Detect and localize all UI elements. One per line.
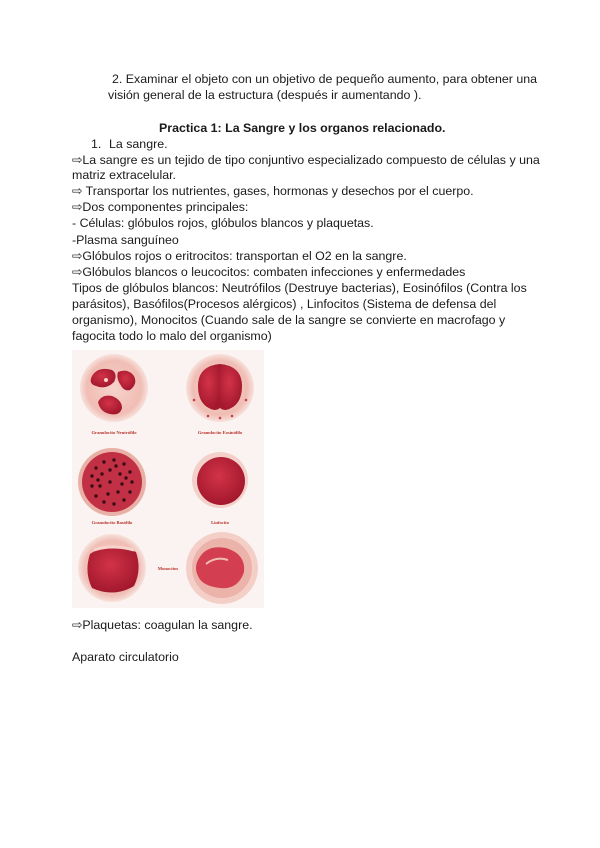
body-line: ⇨Dos componentes principales: xyxy=(72,200,249,214)
monocyte-cell-icon xyxy=(186,532,258,604)
body-line: matriz extracelular. xyxy=(72,168,176,182)
eosinophil-cell-icon xyxy=(186,354,254,422)
body-line: -Plasma sanguíneo xyxy=(72,233,179,247)
body-line: organismo), Monocitos (Cuando sale de la sangre se convierte en macrofago y xyxy=(72,313,506,327)
list-item-number: 1. xyxy=(91,137,102,151)
body-line: ⇨La sangre es un tejido de tipo conjuntivo especializado compuesto de células y una xyxy=(72,153,540,167)
basophil-cell-icon xyxy=(78,448,146,516)
neutrophil-cell-icon xyxy=(80,354,148,422)
monocyte-label: Monocitos xyxy=(157,566,179,571)
lymphocyte-cell-icon xyxy=(192,452,248,508)
body-line: - Células: glóbulos rojos, glóbulos blancos y plaquetas. xyxy=(72,216,374,230)
basophil-label: Granulocito Basófilo xyxy=(91,520,133,525)
body-line: ⇨Glóbulos rojos o eritrocitos: transportan el O2 en la sangre. xyxy=(72,249,407,263)
list-item-text: La sangre. xyxy=(109,137,168,151)
section-title: Practica 1: La Sangre y los organos relacionado. xyxy=(159,121,446,135)
body-line: fagocita todo lo malo del organismo) xyxy=(72,329,272,343)
monocyte-cell-icon xyxy=(78,534,146,602)
neutrophil-label: Granulocito Neutrófilo xyxy=(91,430,137,435)
body-line: Tipos de glóbulos blancos: Neutrófilos (Destruye bacterias), Eosinófilos (Contra los xyxy=(72,281,527,295)
white-blood-cells-figure xyxy=(72,350,264,608)
body-line: ⇨Glóbulos blancos o leucocitos: combaten infecciones y enfermedades xyxy=(72,265,466,279)
body-line: parásitos), Basófilos(Procesos alérgicos) , Linfocitos (Sistema de defensa del xyxy=(72,297,497,311)
plaquetas-line: ⇨Plaquetas: coagulan la sangre. xyxy=(72,618,253,632)
step-2-line-2: visión general de la estructura (después ir aumentando ). xyxy=(108,88,422,102)
aparato-circulatorio-heading: Aparato circulatorio xyxy=(72,650,179,664)
eosinophil-label: Granulocito Eosinófilo xyxy=(197,430,243,435)
lymphocyte-label: Linfocito xyxy=(211,520,229,525)
body-line: ⇨ Transportar los nutrientes, gases, hormonas y desechos por el cuerpo. xyxy=(72,184,474,198)
step-2-line-1: 2. Examinar el objeto con un objetivo de pequeño aumento, para obtener una xyxy=(112,72,538,86)
